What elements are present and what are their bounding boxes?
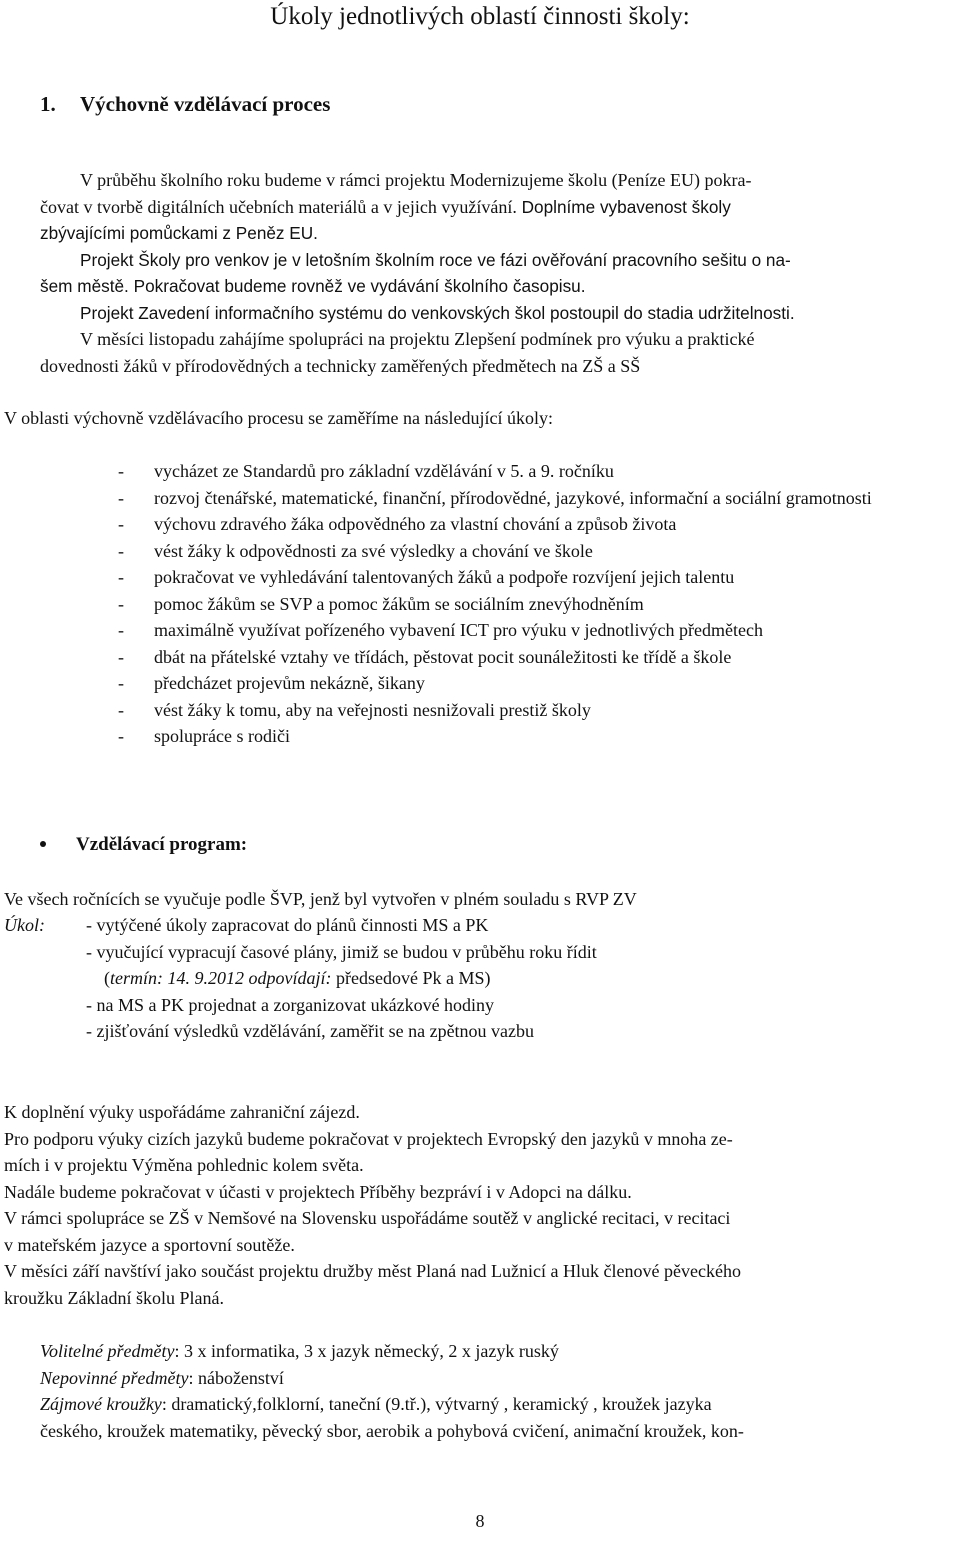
intro-continued — [40, 194, 960, 247]
termin-line — [104, 965, 490, 992]
odpovida-value: předsedové Pk a MS) — [331, 968, 491, 988]
intro-line-2 — [40, 194, 960, 221]
bullet-icon — [40, 841, 46, 847]
tasks-list — [118, 458, 958, 750]
tasks-intro-text: V oblasti výchovně vzdělávacího procesu se zaměříme na následující úkoly: — [4, 408, 553, 428]
intro-line-5: šem městě. Pokračovat budeme rovněž ve vydávání školního časopisu. — [40, 276, 586, 296]
nepovinne-value: : náboženství — [188, 1367, 284, 1388]
ukol-label: Úkol: — [4, 915, 45, 935]
paragraph-4a: V rámci spolupráce se ZŠ v Nemšové na Slovensku uspořádáme soutěž v anglické recitaci, v recitaci — [4, 1208, 731, 1228]
intro-line-8: dovednosti žáků v přírodovědných a technicky zaměřených předmětech na ZŠ a SŠ — [40, 355, 641, 376]
intro-line-7: V měsíci listopadu zahájíme spolupráci na projektu Zlepšení podmínek pro výuku a praktické — [80, 329, 755, 349]
termin-open: ( — [104, 968, 110, 988]
zajmove-label: Zájmové kroužky — [40, 1394, 162, 1414]
list-item: - výchovu zdravého žáka odpovědného za vlastní chování a způsob života — [118, 511, 958, 538]
intro-line-1: V průběhu školního roku budeme v rámci projektu Modernizujeme školu (Peníze EU) pokra- — [80, 170, 752, 190]
program-heading-text: Vzdělávací program: — [76, 834, 248, 855]
intro-paragraph — [80, 167, 960, 194]
list-item: - rozvoj čtenářské, matematické, finanční, přírodovědné, jazykové, informační a sociální gramotnosti — [118, 485, 958, 512]
page-title: Úkoly jednotlivých oblastí činnosti školy: — [270, 3, 690, 30]
termin-label: termín: — [110, 968, 163, 988]
subjects-block — [40, 1338, 955, 1444]
list-item: - vést žáky k tomu, aby na veřejnosti nesnižovali prestiž školy — [118, 697, 958, 724]
ukol-block — [4, 912, 944, 1045]
paragraph-2b: mích i v projektu Výměna pohlednic kolem světa. — [4, 1155, 364, 1175]
list-item: - vést žáky k odpovědnosti za své výsledky a chování ve škole — [118, 538, 958, 565]
activities-paragraphs — [4, 1099, 956, 1311]
intro-line-4: Projekt Školy pro venkov je v letošním školním roce ve fázi ověřování pracovního sešitu o na- — [80, 249, 791, 270]
list-item: - předcházet projevům nekázně, šikany — [118, 670, 958, 697]
program-heading — [40, 831, 247, 859]
paragraph-3: Nadále budeme pokračovat v účasti v projektech Příběhy bezpráví i v Adopci na dálku. — [4, 1181, 632, 1202]
intro-line-6: Projekt Zavedení informačního systému do venkovských škol postoupil do stadia udržitelnosti. — [80, 302, 795, 323]
paragraph-4b: v mateřském jazyce a sportovní soutěže. — [4, 1234, 295, 1255]
volitelne-label: Volitelné předměty — [40, 1341, 175, 1361]
zajmove-value: : dramatický,folklorní, taneční (9.tř.), výtvarný , keramický , kroužek jazyka — [161, 1394, 712, 1414]
paragraph-5b: kroužku Základní školu Planá. — [4, 1287, 224, 1308]
page-number: 8 — [475, 1511, 485, 1531]
list-item: - dbát na přátelské vztahy ve třídách, pěstovat pocit sounáležitosti ke třídě a škole — [118, 644, 958, 671]
ukol-item: - zjišťování výsledků vzdělávání, zaměřit se na zpětnou vazbu — [86, 1021, 535, 1041]
list-item: - vycházet ze Standardů pro základní vzdělávání v 5. a 9. ročníku — [118, 458, 958, 485]
section-number: 1. — [40, 92, 56, 116]
nepovinne-label: Nepovinné předměty — [40, 1367, 189, 1388]
paragraph-1: K doplnění výuky uspořádáme zahraniční zájezd. — [4, 1102, 360, 1122]
tasks-intro — [4, 405, 954, 432]
intro-line-8-block — [40, 353, 960, 380]
intro-line-5-block — [40, 273, 960, 300]
intro-projekt-skoly — [80, 247, 960, 274]
termin-value: 14. 9.2012 — [163, 968, 249, 988]
zajmove-line-2: českého, kroužek matematiky, pěvecký sbor, aerobik a pohybová cvičení, animační kroužek, kon- — [40, 1420, 744, 1441]
program-line — [4, 886, 954, 913]
ukol-item: - vytýčené úkoly zapracovat do plánů činnosti MS a PK — [86, 915, 489, 935]
intro-line-2-part-b: Doplníme vybavenost školy — [516, 196, 731, 217]
paragraph-5a: V měsíci září navštíví jako součást projektu družby měst Planá nad Lužnicí a Hluk členové pěveckého — [4, 1261, 741, 1281]
ukol-item: - vyučující vypracují časové plány, jimiž se budou v průběhu roku řídit — [86, 941, 597, 962]
intro-line-3: zbývajícími pomůckami z Peněz EU. — [40, 223, 318, 243]
list-item: - pomoc žákům se SVP a pomoc žákům se sociálním znevýhodněním — [118, 591, 958, 618]
ukol-item: - na MS a PK projednat a zorganizovat ukázkové hodiny — [86, 994, 495, 1015]
volitelne-value: : 3 x informatika, 3 x jazyk německý, 2 x jazyk ruský — [174, 1341, 559, 1361]
intro-line-2-part-a: čovat v tvorbě digitálních učebních materiálů a v jejich využívání. — [40, 196, 517, 217]
program-line-text: Ve všech ročnících se vyučuje podle ŠVP, jenž byl vytvořen v plném souladu s RVP ZV — [4, 888, 637, 909]
nepovinne-line — [40, 1365, 955, 1392]
section-heading — [40, 90, 330, 118]
list-item: - maximálně využívat pořízeného vybavení ICT pro výuku v jednotlivých předmětech — [118, 617, 958, 644]
intro-line-7-block — [80, 326, 960, 353]
list-item: - pokračovat ve vyhledávání talentovaných žáků a podpoře rozvíjení jejich talentu — [118, 564, 958, 591]
paragraph-2a: Pro podporu výuky cizích jazyků budeme pokračovat v projektech Evropský den jazyků v mnoha ze- — [4, 1128, 733, 1149]
intro-line-6-block — [80, 300, 960, 327]
section-title: Výchovně vzdělávací proces — [80, 92, 331, 116]
odpovida-label: odpovídají: — [248, 968, 332, 988]
zajmove-line — [40, 1391, 955, 1418]
list-item: - spolupráce s rodiči — [118, 723, 958, 750]
volitelne-line — [40, 1338, 955, 1365]
